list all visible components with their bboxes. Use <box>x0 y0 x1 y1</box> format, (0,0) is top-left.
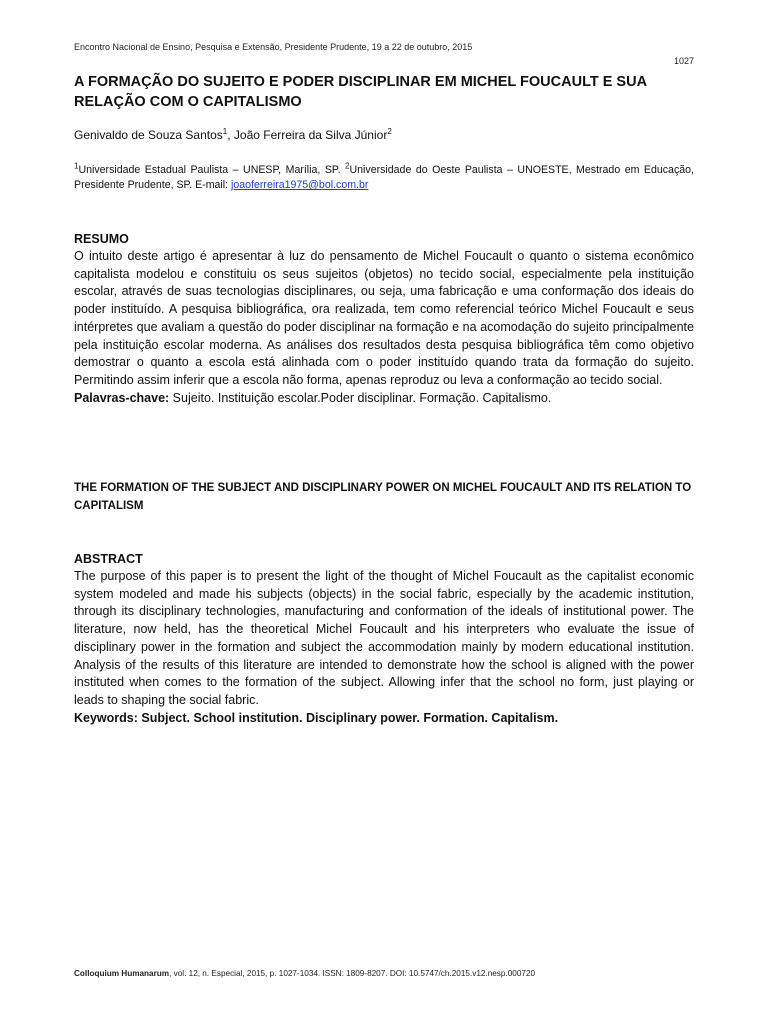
resumo-keywords <box>74 390 694 408</box>
page-number: 1027 <box>673 56 694 66</box>
resumo-section <box>74 231 694 407</box>
abstract-heading: ABSTRACT <box>74 552 143 566</box>
author-1: Genivaldo de Souza Santos <box>74 128 223 142</box>
keywords-text: Keywords: Subject. School institution. Disciplinary power. Formation. Capitalism. <box>74 710 559 725</box>
abstract-keywords <box>74 710 694 728</box>
palavras-chave-list: Sujeito. Instituição escolar.Poder disciplinar. Formação. Capitalismo. <box>169 390 552 405</box>
author-separator: , <box>227 128 234 142</box>
journal-name: Colloquium Humanarum <box>74 969 170 978</box>
english-title: THE FORMATION OF THE SUBJECT AND DISCIPLINARY POWER ON MICHEL FOUCAULT AND ITS RELATION TO CAPITALISM <box>74 482 692 512</box>
footer-citation <box>74 969 535 978</box>
resumo-heading: RESUMO <box>74 232 129 246</box>
abstract-body: The purpose of this paper is to present the light of the thought of Michel Foucault as the capitalist economic system modeled and made his subjects (objects) in the social fabric, especially by the academic institution, through its disciplinary technologies, manufacturing and conformation of the ideals of institutional power. The literature, now held, has the theoretical Michel Foucault and his interpreters who evaluate the issue of disciplinary power in the formation and subject the accommodation mainly by modern educational institution. Analysis of the results of this literature are intended to demonstrate how the school is aligned with the power instituted when comes to the formation of the subject. Allowing infer that the school no form, just playing or leads to shaping the social fabric. <box>74 569 694 707</box>
resumo-body: O intuito deste artigo é apresentar à luz do pensamento de Michel Foucault o quanto o sistema econômico capitalista modelou e constituiu os seus sujeitos (objetos) no tecido social, especialmente pela instituição escolar, através de suas tecnologias disciplinares, ou seja, uma fabricação e uma conformação dos ideais do poder instituído. A pesquisa bibliográfica, ora realizada, tem como referencial teórico Michel Foucault e seus intérpretes que avaliam a questão do poder disciplinar na formação e na acomodação do sujeito principalmente pela instituição escolar moderna. As análises dos resultados desta pesquisa bibliográfica têm como objetivo demostrar o quanto a escola está alinhada com o poder instituído quando trata da formação do sujeito. Permitindo assim inferir que a escola não forma, apenas reproduz ou leva a conformação ao tecido social. <box>74 249 694 387</box>
author-1-affiliation-mark: 1 <box>222 127 228 136</box>
affiliation-1-mark: 1 <box>74 161 79 171</box>
citation-details: , vol. 12, n. Especial, 2015, p. 1027-1034. ISSN: 1809-8207. DOI: 10.5747/ch.2015.v12.nesp.000720 <box>169 969 536 978</box>
affiliation-1-text: Universidade Estadual Paulista – UNESP, Marília, SP. <box>78 164 346 176</box>
author-line <box>74 128 392 142</box>
author-2-affiliation-mark: 2 <box>387 127 392 136</box>
abstract-section <box>74 551 694 727</box>
palavras-chave-label: Palavras-chave: <box>74 390 170 405</box>
running-header: Encontro Nacional de Ensino, Pesquisa e Extensão, Presidente Prudente, 19 a 22 de outubro, 2015 <box>74 42 473 52</box>
paper-title: A FORMAÇÃO DO SUJEITO E PODER DISCIPLINAR EM MICHEL FOUCAULT E SUA RELAÇÃO COM O CAPITALISMO <box>74 74 647 110</box>
affiliation-2-text: Universidade do Oeste Paulista – UNOESTE, Mestrado em Educação, Presidente Prudente, SP. E-mail: <box>74 164 694 191</box>
affiliations <box>74 163 694 193</box>
email-link[interactable]: joaoferreira1975@bol.com.br <box>231 179 369 191</box>
document-page <box>74 0 694 1024</box>
affiliation-2-mark: 2 <box>345 161 350 171</box>
author-2: João Ferreira da Silva Júnior <box>233 128 388 142</box>
